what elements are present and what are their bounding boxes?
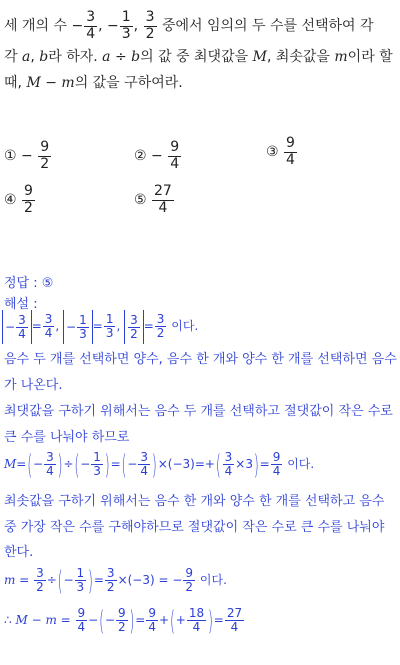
solution-text-4: 큰 수를 나눠야 하므로 [4,430,130,445]
question-text: 세 개의 수 [4,18,67,34]
option-3[interactable]: ③ $\frac{9}{4}$ [266,135,295,168]
min-equation: m = $\frac{3}{2}$ ÷(− $\frac{1}{3}$ )= $\frac{3}{2}$ ×(−3) = − $\frac{9}{2}$ 이다. [4,565,227,596]
answer-label: 정답 : ⑤ [4,276,54,291]
solution-text-1: 음수 두 개를 선택하면 양수, 음수 한 개와 양수 한 개를 선택하면 음수 [4,352,397,367]
question-line-1: 세 개의 수 − $\frac{3}{4}$ , − $\frac{1}{3}$ , $\frac{3}{2}$ 중에서 임의의 두 수를 선택하여 각 [4,9,374,42]
option-1[interactable]: ① − $\frac{9}{2}$ [4,139,50,172]
question-text: 중에서 임의의 두 수를 선택하여 각 [161,18,374,34]
question-line-2: 각 a, b라 하자. a ÷ b의 값 중 최댓값을 M, 최솟값을 m이라 할 [4,49,393,65]
question-line-3: 때, M − m의 값을 구하여라. [4,75,183,91]
solution-text-6: 중 가장 작은 수를 구해야하므로 절댓값이 작은 수로 큰 수를 나눠야 [4,520,385,535]
option-4[interactable]: ④ $\frac{9}{2}$ [4,183,33,216]
solution-text-3: 최댓값을 구하기 위해서는 음수 두 개를 선택하고 절댓값이 작은 수로 [4,404,393,419]
max-equation: M=(− $\frac{3}{4}$ )÷(− $\frac{1}{3}$ )=(− $\frac{3}{4}$ )×(−3)=+( $\frac{3}{4}$ ×3)= $\frac{9}{4}$ 이다. [4,449,315,480]
number-c: $\frac{3}{2}$ [145,9,155,42]
final-equation: ∴ M − m = $\frac{9}{4}$ −(− $\frac{9}{2}$ )= $\frac{9}{4}$ +(+ $\frac{18}{4}$ )= $\frac{27}{4}$ [4,605,243,636]
absolute-values-line: − $\frac{3}{4}$ = $\frac{3}{4}$ , − $\frac{1}{3}$ = $\frac{1}{3}$ , $\frac{3}{2}$ = $\frac{3}{2}$ 이다. [2,306,198,346]
number-a: − $\frac{3}{4}$ [71,9,96,42]
number-b: − $\frac{1}{3}$ [107,9,131,42]
explanation-label: 해설 : [4,297,38,312]
solution-text-5: 최솟값을 구하기 위해서는 음수 한 개와 양수 한 개를 선택하고 음수 [4,494,385,509]
solution-text-7: 한다. [4,545,34,560]
option-2[interactable]: ② − $\frac{9}{4}$ [134,139,180,172]
solution-text-2: 가 나온다. [4,378,63,393]
option-5[interactable]: ⑤ $\frac{27}{4}$ [134,183,172,216]
